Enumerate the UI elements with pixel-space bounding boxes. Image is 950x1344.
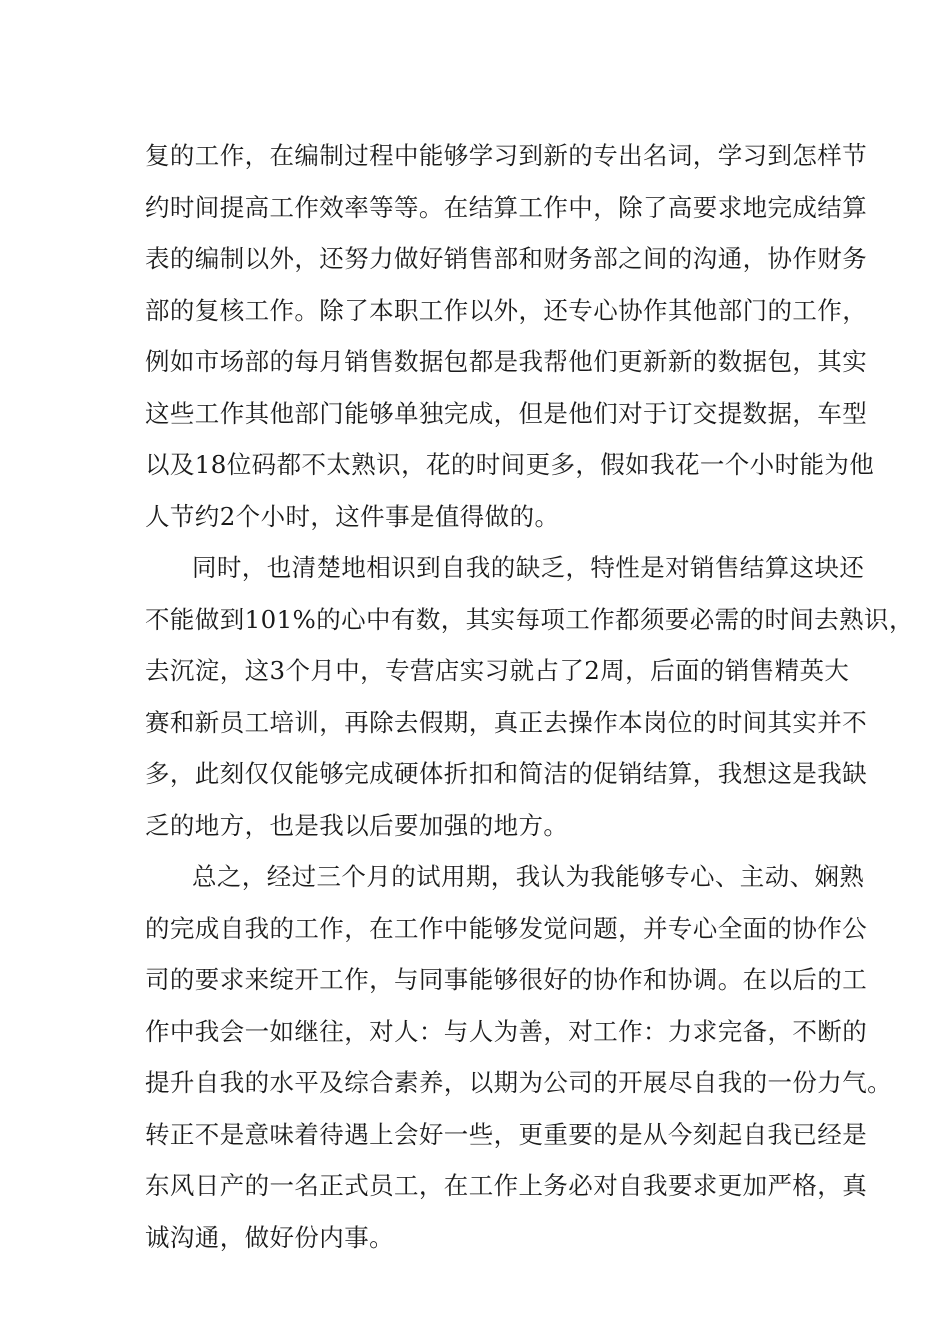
text-line: 转正不是意味着待遇上会好一些，更重要的是从今刻起自我已经是 — [145, 1119, 868, 1149]
text-line: 司的要求来绽开工作，与同事能够很好的协作和协调。在以后的工 — [145, 965, 868, 994]
paragraph-1 — [145, 130, 875, 542]
text-line: 去沉淀，这3个月中，专营店实习就占了2周，后面的销售精英大 — [145, 656, 850, 685]
text-line: 提升自我的水平及综合素养，以期为公司的开展尽自我的一份力气。 — [145, 1068, 892, 1097]
text-line: 例如市场部的每月销售数据包都是我帮他们更新新的数据包，其实 — [145, 347, 868, 376]
paragraph-2 — [145, 542, 914, 851]
text-line: 以及18位码都不太熟识，花的时间更多，假如我花一个小时能为他 — [145, 450, 875, 479]
text-line: 东风日产的一名正式员工，在工作上务必对自我要求更加严格，真 — [145, 1171, 868, 1200]
text-line: 不能做到101%的心中有数，其实每项工作都须要必需的时间去熟识， — [145, 604, 914, 634]
text-line: 作中我会一如继往，对人：与人为善，对工作：力求完备，不断的 — [145, 1016, 868, 1046]
text-line: 复的工作，在编制过程中能够学习到新的专出名词，学习到怎样节 — [145, 141, 868, 170]
text-line: 总之，经过三个月的试用期，我认为我能够专心、主动、娴熟 — [192, 862, 865, 891]
text-line: 多，此刻仅仅能够完成硬体折扣和简洁的促销结算，我想这是我缺 — [145, 759, 868, 788]
text-line: 人节约2个小时，这件事是值得做的。 — [145, 501, 560, 531]
text-line: 这些工作其他部门能够单独完成，但是他们对于订交提数据，车型 — [145, 398, 868, 428]
text-line: 表的编制以外，还努力做好销售部和财务部之间的沟通，协作财务 — [145, 244, 868, 273]
paragraph-3 — [145, 851, 892, 1263]
text-line: 同时，也清楚地相识到自我的缺乏，特性是对销售结算这块还 — [192, 553, 865, 582]
text-line: 赛和新员工培训，再除去假期，真正去操作本岗位的时间其实并不 — [145, 707, 868, 737]
document-body — [145, 130, 914, 1263]
text-line: 部的复核工作。除了本职工作以外，还专心协作其他部门的工作， — [145, 295, 868, 325]
text-line: 诚沟通，做好份内事。 — [145, 1222, 394, 1252]
text-line: 乏的地方，也是我以后要加强的地方。 — [145, 810, 569, 840]
text-line: 约时间提高工作效率等等。在结算工作中，除了高要求地完成结算 — [145, 192, 868, 222]
text-line: 的完成自我的工作，在工作中能够发觉问题，并专心全面的协作公 — [145, 913, 868, 943]
